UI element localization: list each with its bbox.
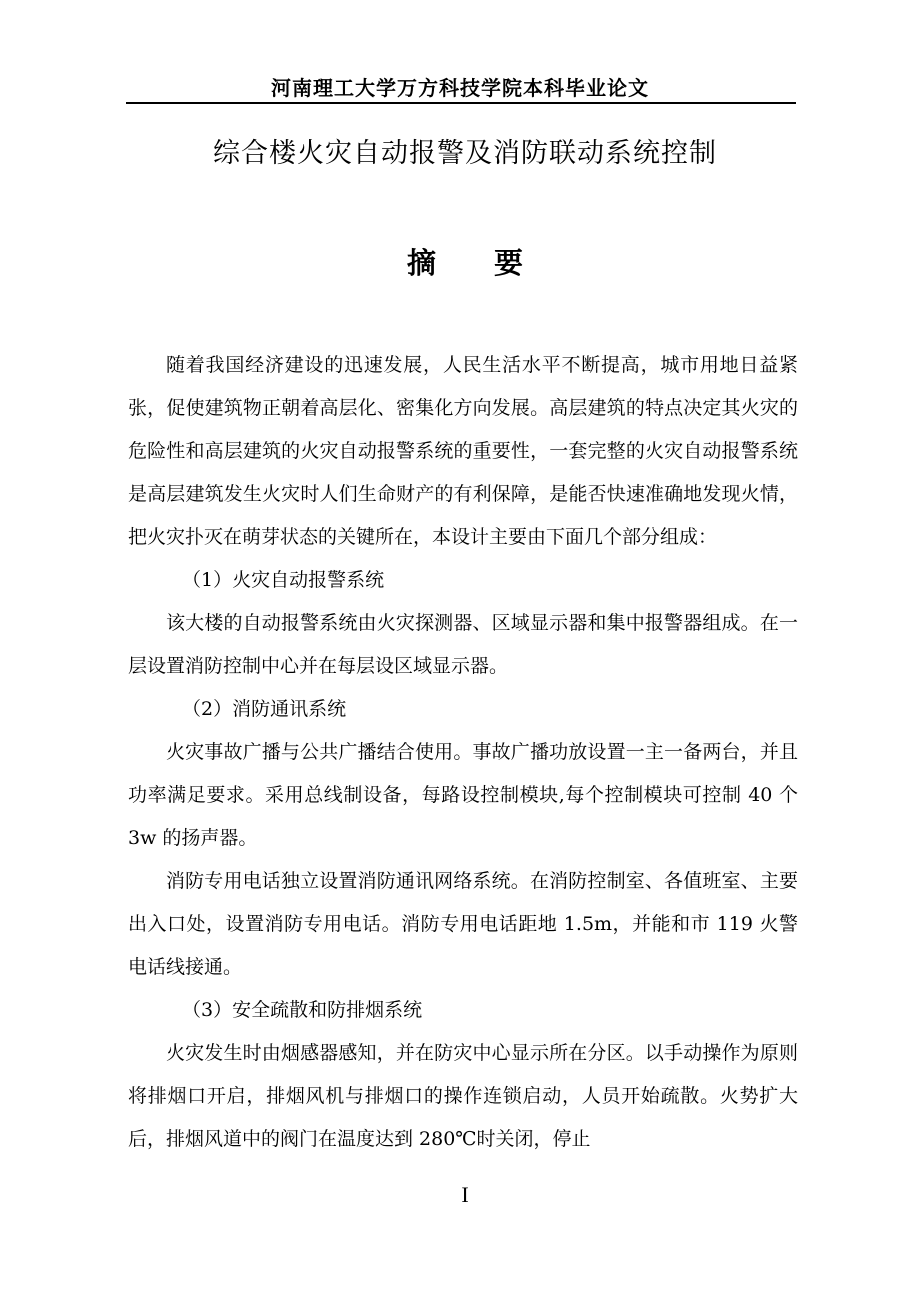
header-rule [126,102,796,104]
running-header: 河南理工大学万方科技学院本科毕业论文 [271,76,649,100]
paragraph-intro: 随着我国经济建设的迅速发展，人民生活水平不断提高，城市用地日益紧张，促使建筑物正朝着高层化、密集化方向发展。高层建筑的特点决定其火灾的危险性和高层建筑的火灾自动报警系统的重要性，一套完整的火灾自动报警系统是高层建筑发生火灾时人们生命财产的有利保障，是能否快速准确地发现火情，把火灾扑灭在萌芽状态的关键所在，本设计主要由下面几个部分组成： [128,354,798,548]
paragraph-smoke-exhaust: 火灾发生时由烟感器感知，并在防灾中心显示所在分区。以手动操作为原则将排烟口开启，排烟风机与排烟口的操作连锁启动，人员开始疏散。火势扩大后，排烟风道中的阀门在温度达到 280℃时关闭，停止 [128,1042,798,1150]
page-number: I [461,1182,469,1207]
list-item-communication: （2）消防通讯系统 [182,698,347,720]
abstract-body [128,344,798,1161]
document-title: 综合楼火灾自动报警及消防联动系统控制 [213,138,717,169]
abstract-heading: 摘 要 [406,246,548,280]
paragraph-telephone: 消防专用电话独立设置消防通讯网络系统。在消防控制室、各值班室、主要出入口处，设置消防专用电话。消防专用电话距地 1.5m，并能和市 119 火警电话线接通。 [128,870,798,978]
list-item-fire-alarm: （1）火灾自动报警系统 [182,569,385,591]
paragraph-broadcast: 火灾事故广播与公共广播结合使用。事故广播功放设置一主一备两台，并且功率满足要求。采用总线制设备，每路设控制模块,每个控制模块可控制 40 个 3w 的扬声器。 [128,741,798,849]
list-item-evacuation: （3）安全疏散和防排烟系统 [182,999,423,1021]
paragraph-alarm-system: 该大楼的自动报警系统由火灾探测器、区域显示器和集中报警器组成。在一层设置消防控制中心并在每层设区域显示器。 [128,612,798,677]
